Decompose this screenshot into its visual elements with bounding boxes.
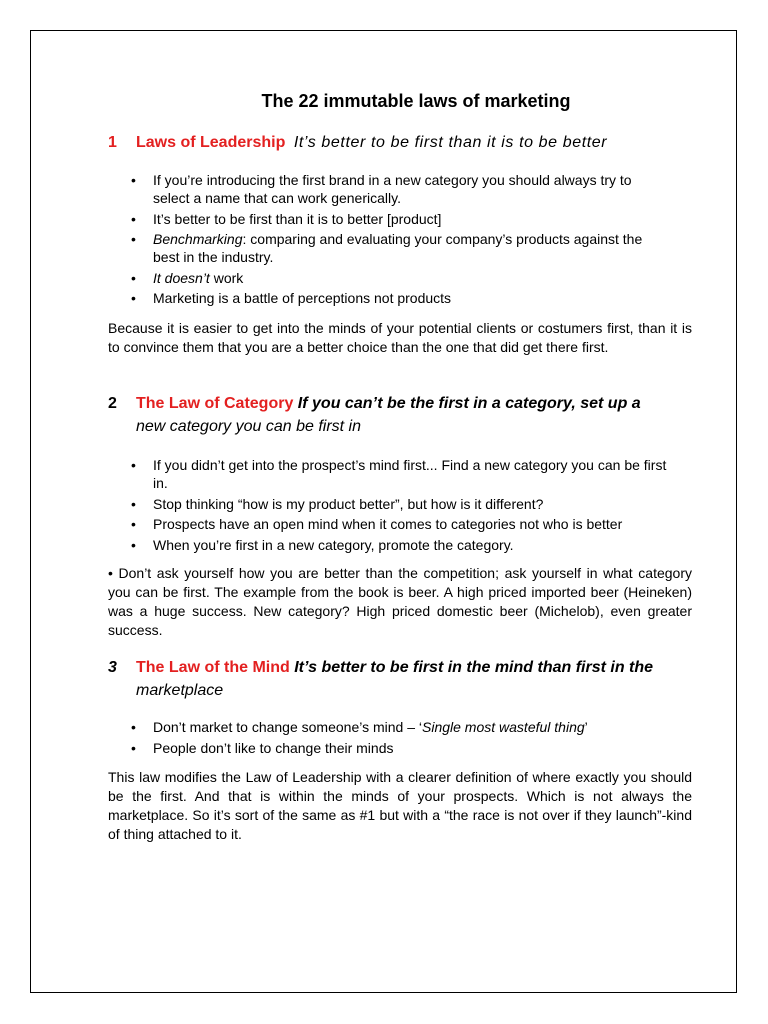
law-3-name: The Law of the Mind	[136, 659, 290, 676]
law-3-subtitle-continued: marketplace	[136, 682, 224, 699]
law-3-subtitle: It’s better to be first in the mind than first in the	[289, 659, 654, 676]
list-item-emphasis: Single most wasteful thing	[422, 719, 585, 735]
law-2-subtitle: If you can’t be the first in a category, set up a	[293, 395, 641, 412]
law-1-paragraph: Because it is easier to get into the minds of your potential clients or costumers first, than it is to convince them that you are a better choice than the one that did get there first.	[108, 320, 692, 355]
document-page	[30, 30, 737, 993]
law-1-bullets	[108, 171, 668, 310]
list-item-emphasis: Benchmarking	[153, 231, 243, 247]
list-item: • If you didn’t get into the prospect’s mind first... Find a new category you can be first in.	[108, 456, 668, 492]
law-2-bullets	[108, 456, 668, 556]
document-title: The 22 immutable laws of marketing	[261, 91, 571, 111]
law-2-heading	[108, 392, 698, 438]
list-item-text: : comparing and evaluating your company’s products against the best in the industry.	[153, 231, 643, 265]
list-item	[108, 230, 668, 266]
law-1-number: 1	[108, 134, 117, 151]
list-item	[108, 269, 668, 287]
list-item: • Prospects have an open mind when it comes to categories not who is better	[108, 515, 668, 533]
list-item-emphasis: It doesn’t	[153, 269, 210, 286]
law-3-paragraph: This law modifies the Law of Leadership with a clearer definition of where exactly you should be the first. And that is within the minds of your prospects. Which is not always the marketplace. So it’s sort of the same as #1 but with a “the race is not over if they launch”-kind of thing attached to it.	[108, 769, 692, 842]
list-item: • If you’re introducing the first brand in a new category you should always try to select a name that can work generically.	[108, 171, 668, 207]
list-item: • People don’t like to change their minds	[108, 739, 668, 757]
list-item: • When you’re first in a new category, promote the category.	[108, 536, 668, 554]
law-1-name: Laws of Leadership	[136, 134, 286, 151]
list-item	[108, 718, 668, 736]
law-2-number: 2	[108, 395, 117, 412]
law-1-heading	[108, 131, 698, 154]
law-3-bullets	[108, 718, 668, 759]
law-2-name: The Law of Category	[136, 395, 294, 412]
law-2-paragraph: • Don’t ask yourself how you are better than the competition; ask yourself in what category you can be first. The example from the book is beer. A high priced imported beer (Heineken) was a huge success. New category? High priced domestic beer (Michelob), even greater success.	[108, 565, 692, 638]
law-3-number: 3	[108, 659, 117, 676]
law-3-heading	[108, 656, 698, 702]
list-item-text: work	[209, 269, 244, 286]
list-item: • It’s better to be first than it is to better [product]	[108, 210, 668, 228]
list-item: • Marketing is a battle of perceptions not products	[108, 289, 668, 307]
list-item-text: Don’t market to change someone’s mind – ‘	[153, 719, 422, 735]
law-2-subtitle-continued: new category you can be first in	[136, 418, 362, 435]
list-item: • Stop thinking “how is my product better”, but how is it different?	[108, 495, 668, 513]
law-1-subtitle: It’s better to be first than it is to be better	[293, 134, 608, 151]
list-item-text: ’	[584, 719, 588, 735]
